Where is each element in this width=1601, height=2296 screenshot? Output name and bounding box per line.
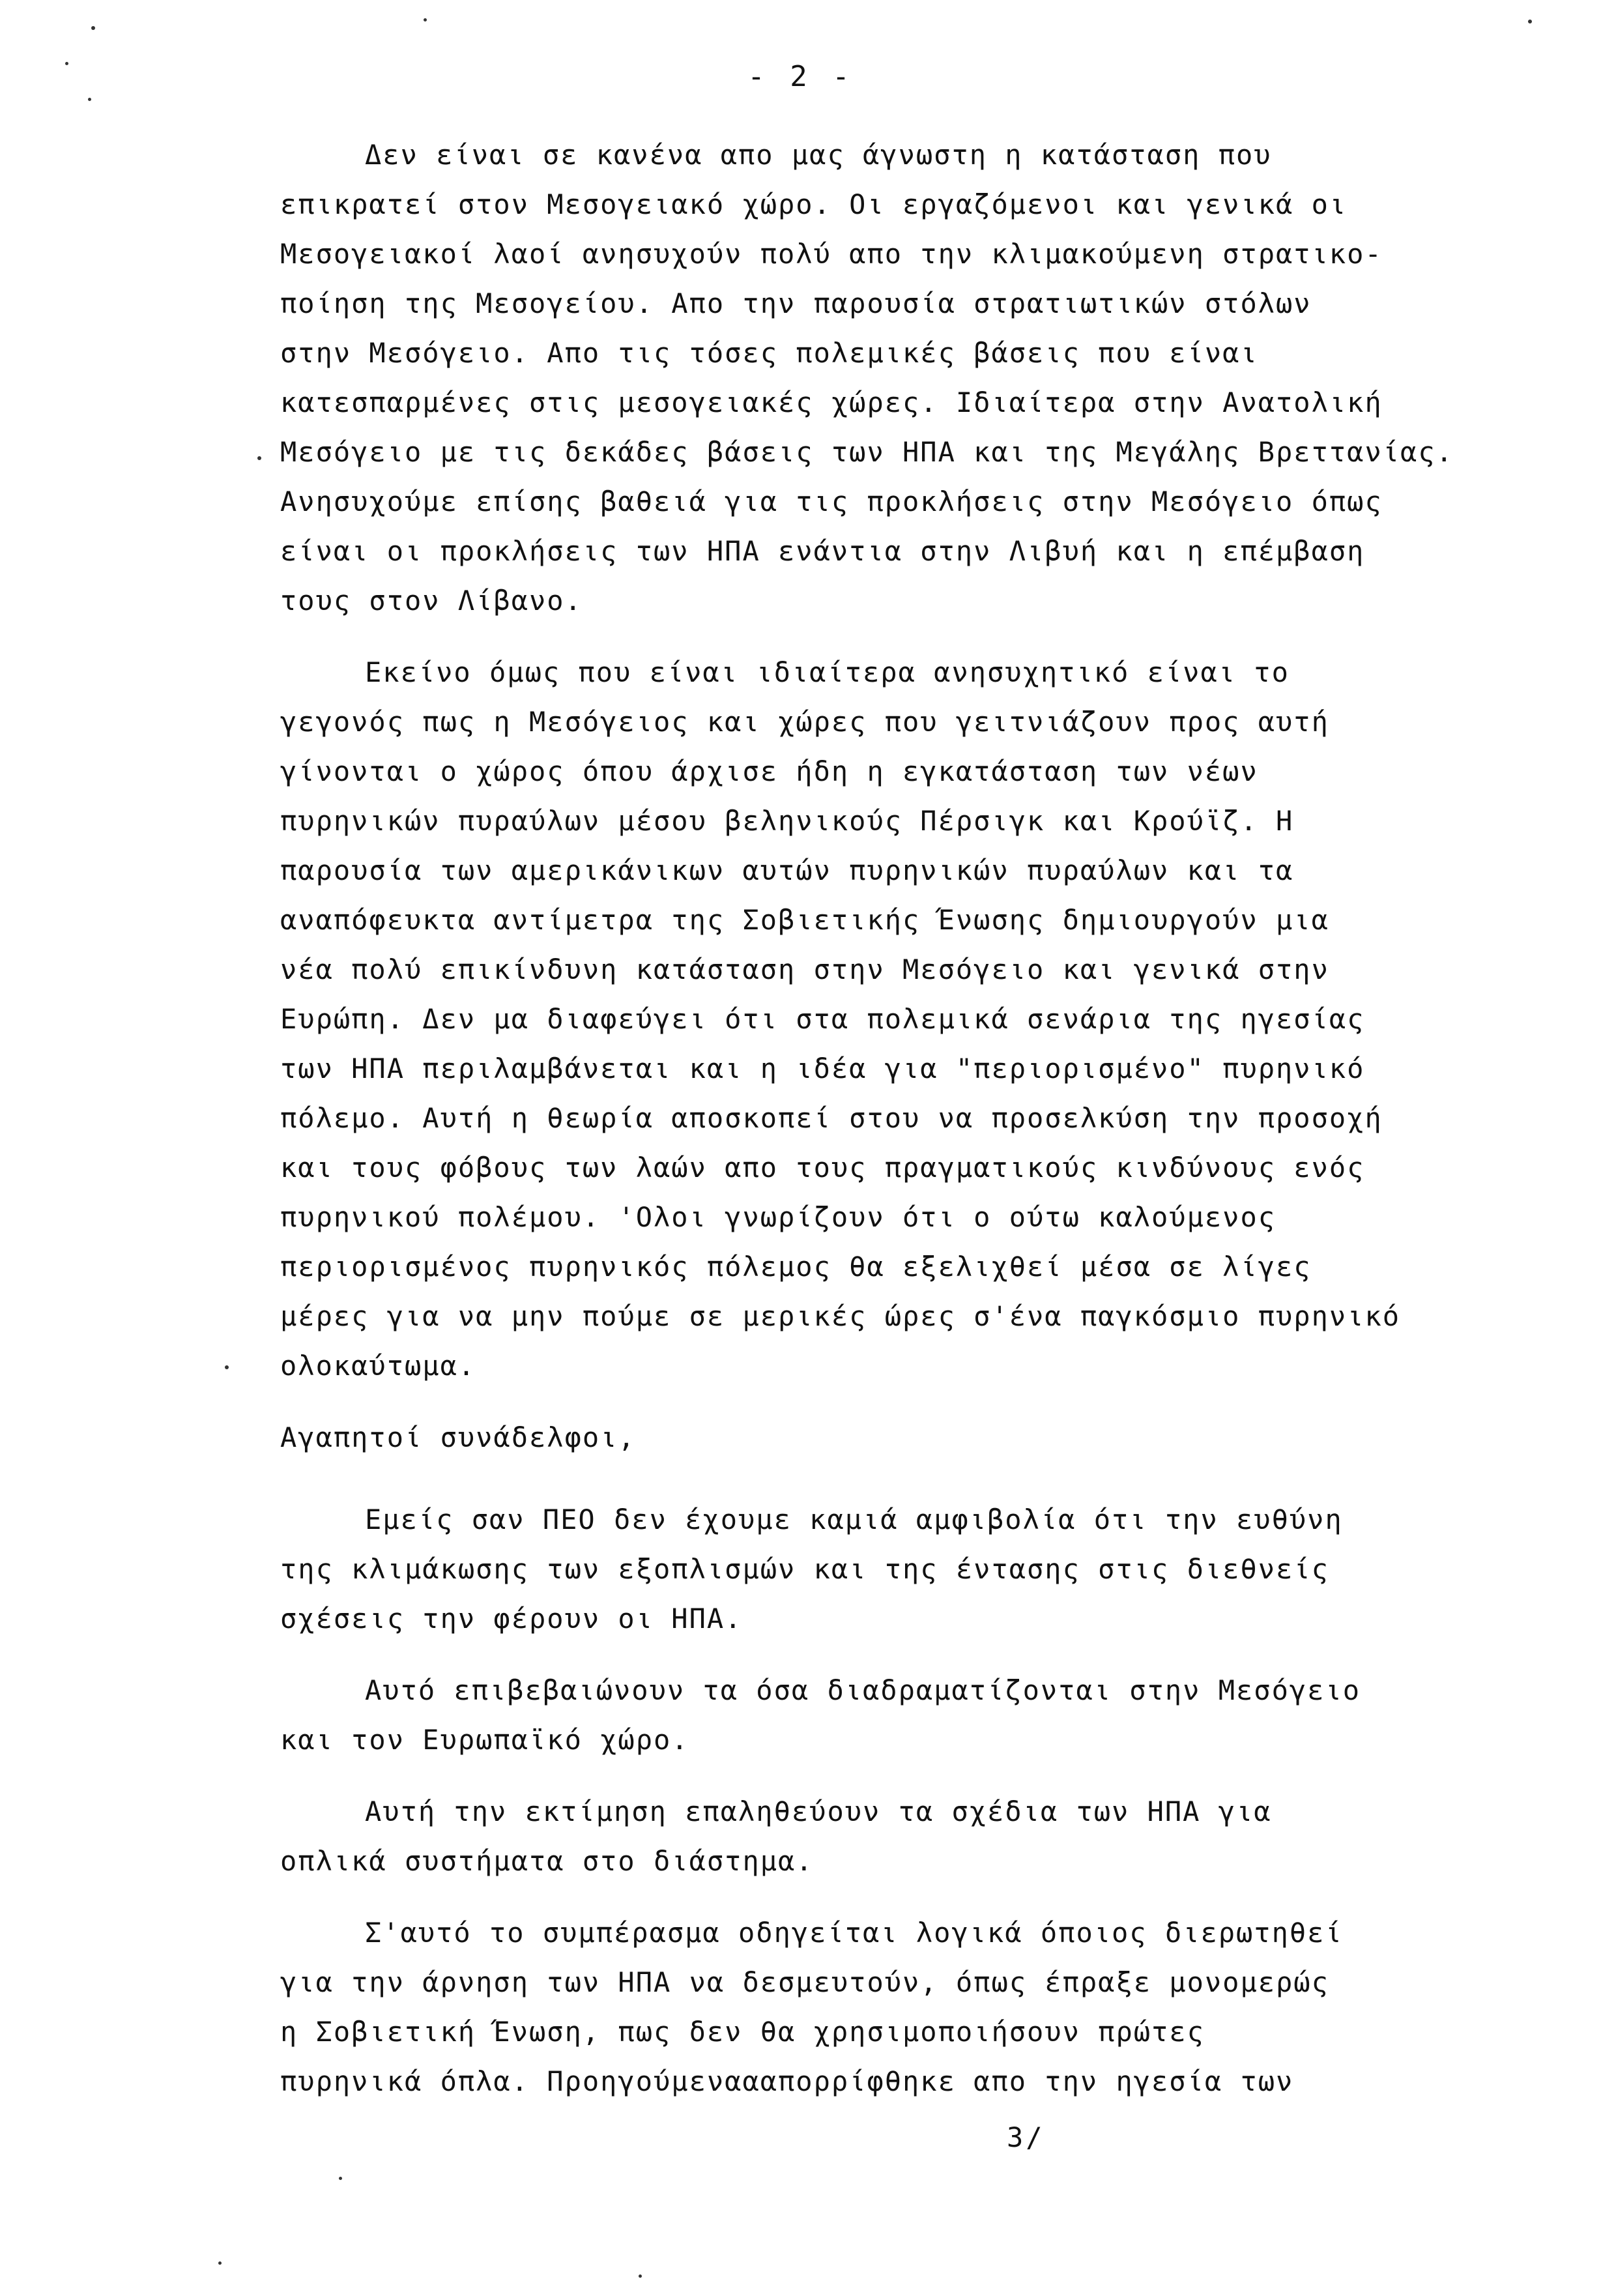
text-line: Αυτό επιβεβαιώνουν τα όσα διαδραματίζονται στην Μεσόγειο [365,1674,1361,1706]
paragraph-1 [280,130,1577,626]
text-line: πυρηνικών πυραύλων μέσου βεληνικούς Πέρσιγκ και Κρούϊζ. Η [280,805,1294,837]
text-line: Αυτή την εκτίμηση επαληθεύουν τα σχέδια των ΗΠΑ για [365,1795,1272,1827]
paragraph-3 [280,1495,1577,1644]
continuation-marker: 3/ [1007,2121,1045,2153]
text-line: Σ'αυτό το συμπέρασμα οδηγείται λογικά όποιος διερωτηθεί [365,1917,1343,1949]
text-line: ποίηση της Μεσογείου. Απο την παρουσία στρατιωτικών στόλων [280,287,1312,319]
text-line: πυρηνικά όπλα. Προηγούμεναααπορρίφθηκε απο την ηγεσία των [280,2065,1294,2097]
scan-speck [218,2261,222,2265]
text-line: είναι οι προκλήσεις των ΗΠΑ ενάντια στην Λιβυή και η επέμβαση [280,535,1365,567]
text-line: Ανησυχούμε επίσης βαθειά για τις προκλήσεις στην Μεσόγειο όπως [280,486,1383,517]
scan-speck [257,456,261,460]
scan-speck [339,2177,342,2180]
scan-speck [88,98,91,101]
scan-speck [1528,20,1532,23]
text-line: στην Μεσόγειο. Απο τις τόσες πολεμικές βάσεις που είναι [280,337,1258,369]
salutation [280,1413,1577,1462]
text-line: αναπόφευκτα αντίμετρα της Σοβιετικής Ένωσης δημιουργούν μια [280,904,1329,936]
scan-speck [91,26,95,30]
text-line: σχέσεις την φέρουν οι ΗΠΑ. [280,1603,743,1635]
text-line: πυρηνικού πολέμου. 'Ολοι γνωρίζουν ότι ο ούτω καλούμενος [280,1201,1276,1233]
text-line: Ευρώπη. Δεν μα διαφεύγει ότι στα πολεμικά σενάρια της ηγεσίας [280,1003,1365,1035]
text-line: επικρατεί στον Μεσογειακό χώρο. Οι εργαζόμενοι και γενικά οι [280,188,1348,220]
text-line: νέα πολύ επικίνδυνη κατάσταση στην Μεσόγειο και γενικά στην [280,953,1329,985]
text-line: κατεσπαρμένες στις μεσογειακές χώρες. Ιδιαίτερα στην Ανατολική [280,386,1383,418]
text-line: μέρες για να μην πούμε σε μερικές ώρες σ'ένα παγκόσμιο πυρηνικό [280,1300,1401,1332]
text-line: τους στον Λίβανο. [280,585,583,617]
text-line: Μεσόγειο με τις δεκάδες βάσεις των ΗΠΑ και της Μεγάλης Βρεττανίας. [280,436,1454,468]
text-line: για την άρνηση των ΗΠΑ να δεσμευτούν, όπως έπραξε μονομερώς [280,1966,1329,1998]
text-line: παρουσία των αμερικάνικων αυτών πυρηνικών πυραύλων και τα [280,854,1294,886]
text-line: Εκείνο όμως που είναι ιδιαίτερα ανησυχητικό είναι το [365,656,1290,688]
text-line: της κλιμάκωσης των εξοπλισμών και της έντασης στις διεθνείς [280,1553,1329,1585]
text-line: Εμείς σαν ΠΕΟ δεν έχουμε καμιά αμφιβολία ότι την ευθύνη [365,1504,1343,1535]
text-line: οπλικά συστήματα στο διάστημα. [280,1845,814,1877]
text-line: γίνονται ο χώρος όπου άρχισε ήδη η εγκατάσταση των νέων [280,755,1258,787]
text-line: ολοκαύτωμα. [280,1350,476,1382]
paragraph-2 [280,648,1577,1391]
text-line: των ΗΠΑ περιλαμβάνεται και η ιδέα για "περιορισμένο" πυρηνικό [280,1053,1365,1084]
paragraph-4 [280,1666,1577,1765]
text-line: γεγονός πως η Μεσόγειος και χώρες που γειτνιάζουν προς αυτή [280,706,1329,738]
paragraph-5 [280,1787,1577,1886]
scan-speck [225,1365,229,1369]
salutation-text: Αγαπητοί συνάδελφοι, [280,1421,636,1453]
scan-speck [424,18,427,22]
text-line: Μεσογειακοί λαοί ανησυχούν πολύ απο την κλιμακούμενη στρατικο- [280,238,1383,270]
paragraph-6 [280,1908,1577,2106]
text-line: περιορισμένος πυρηνικός πόλεμος θα εξελιχθεί μέσα σε λίγες [280,1251,1312,1283]
text-line: Δεν είναι σε κανένα απο μας άγνωστη η κατάσταση που [365,139,1272,171]
text-line: πόλεμο. Αυτή η θεωρία αποσκοπεί στου να προσελκύση την προσοχή [280,1102,1383,1134]
scan-speck [639,2274,642,2278]
text-line: και τον Ευρωπαϊκό χώρο. [280,1724,689,1756]
text-line: η Σοβιετική Ένωση, πως δεν θα χρησιμοποιήσουν πρώτες [280,2016,1205,2048]
text-line: και τους φόβους των λαών απο τους πραγματικούς κινδύνους ενός [280,1152,1365,1184]
page-number: - 2 - [747,60,854,93]
document-body [280,130,1577,2129]
scan-speck [65,62,68,65]
